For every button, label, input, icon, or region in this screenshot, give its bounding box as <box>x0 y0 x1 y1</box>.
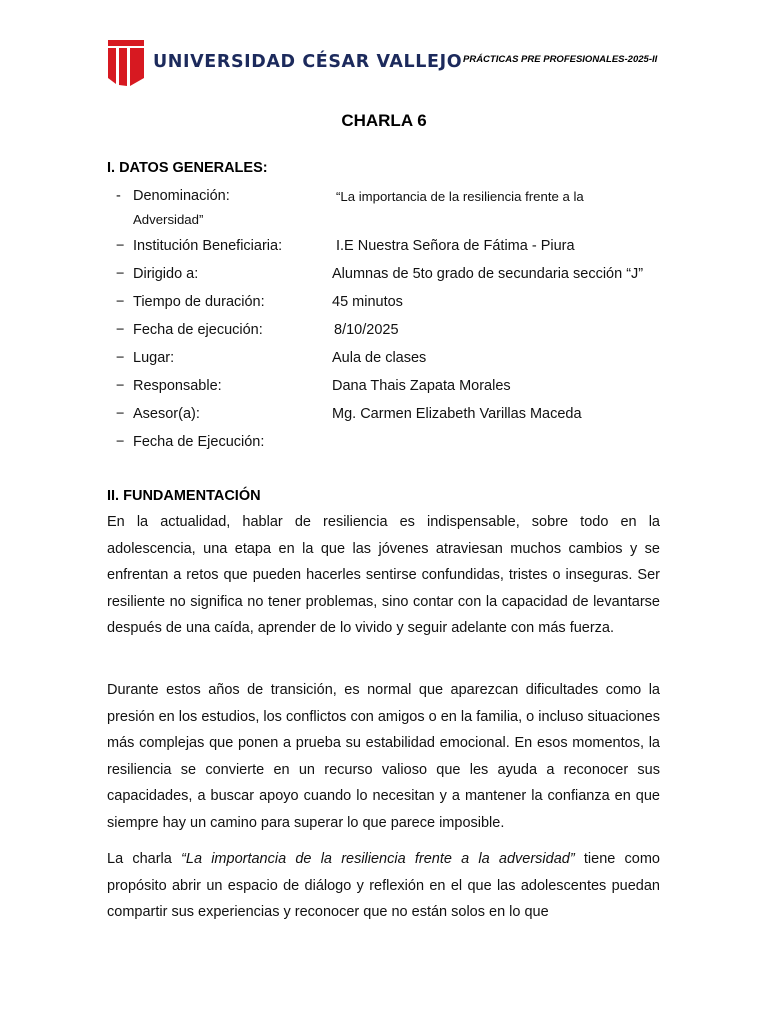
item-value: I.E Nuestra Señora de Fátima - Piura <box>336 238 575 254</box>
item-label: Tiempo de duración: <box>133 294 265 310</box>
list-bullet: - <box>116 188 121 204</box>
item-value: Alumnas de 5to grado de secundaria sección “J” <box>332 266 644 282</box>
item-value: Dana Thais Zapata Morales <box>332 378 511 394</box>
list-bullet: − <box>116 350 125 366</box>
university-name: UNIVERSIDAD CÉSAR VALLEJO <box>153 52 463 72</box>
item-label: Fecha de Ejecución: <box>133 434 265 450</box>
document-header <box>106 38 666 90</box>
item-value: Aula de clases <box>332 350 427 366</box>
item-label: Asesor(a): <box>133 406 200 422</box>
item-label: Institución Beneficiaria: <box>133 238 283 254</box>
item-value-continuation: Adversidad” <box>133 212 204 227</box>
item-value: Mg. Carmen Elizabeth Varillas Maceda <box>332 406 582 422</box>
list-bullet: − <box>116 238 125 254</box>
section-datos-heading: I. DATOS GENERALES: <box>107 160 268 176</box>
list-bullet: − <box>116 266 125 282</box>
item-label: Lugar: <box>133 350 175 366</box>
page-title: CHARLA 6 <box>341 111 427 130</box>
item-label: Responsable: <box>133 378 222 394</box>
charla-title-quote: “La importancia de la resiliencia frente a la adversidad” <box>181 851 575 867</box>
item-value: “La importancia de la resiliencia frente a la <box>336 189 584 204</box>
list-bullet: − <box>116 294 125 310</box>
list-bullet: − <box>116 322 125 338</box>
paragraph-3 <box>107 846 660 926</box>
item-label: Denominación: <box>133 188 230 204</box>
list-bullet: − <box>116 434 125 450</box>
paragraph-1: En la actualidad, hablar de resiliencia es indispensable, sobre todo en la adolescencia, una etapa en la que las jóvenes atraviesan muchos cambios y se enfrentan a retos que pueden hacerles sentirse confundidas, tristes o inseguras. Ser resiliente no significa no tener problemas, sino contar con la capacidad de levantarse después de una caída, aprender de lo vivido y seguir adelante con más fuerza. <box>107 514 660 637</box>
item-label: Fecha de ejecución: <box>133 322 263 338</box>
paragraph-3-end: tiene como propósito abrir un espacio de diálogo y reflexión en el que las adolescentes puedan compartir sus experiencias y reconocer que no están solos en lo que <box>107 851 660 921</box>
section-fundamentacion-heading: II. FUNDAMENTACIÓN <box>107 488 261 504</box>
list-bullet: − <box>116 378 125 394</box>
paragraph-2: Durante estos años de transición, es normal que aparezcan dificultades como la presión en los estudios, los conflictos con amigos o en la familia, o incluso situaciones más complejas que ponen a prueba su estabilidad emocional. En esos momentos, la resiliencia se convierte en un recurso valioso que les ayuda a reconocer sus capacidades, a buscar apoyo cuando lo necesitan y a mantener la confianza en que siempre hay un camino para superar lo que parece imposible. <box>107 682 660 831</box>
paragraph-3-start: La charla <box>107 851 182 867</box>
item-value: 8/10/2025 <box>334 322 399 338</box>
item-label: Dirigido a: <box>133 266 199 282</box>
university-logo <box>106 38 146 88</box>
item-value: 45 minutos <box>332 294 403 310</box>
list-bullet: − <box>116 406 125 422</box>
header-practicas: PRÁCTICAS PRE PROFESIONALES-2025-II <box>463 54 658 65</box>
